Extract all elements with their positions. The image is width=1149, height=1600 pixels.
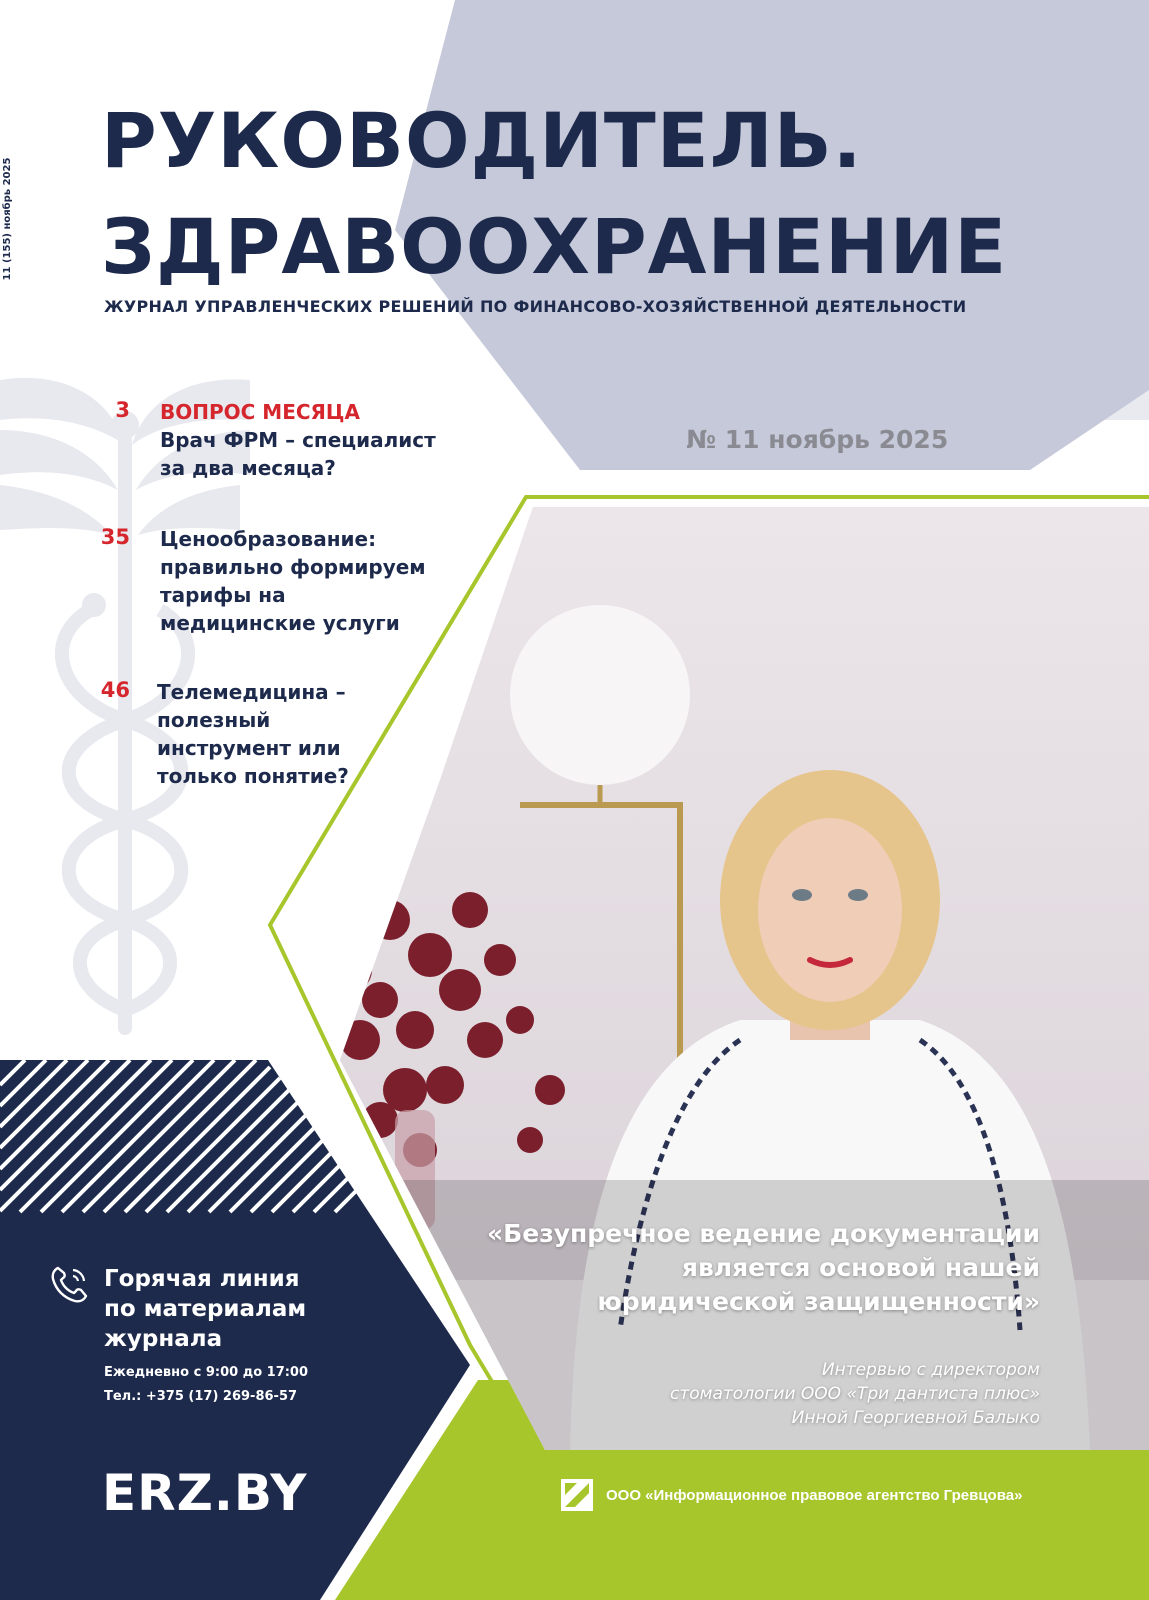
lamp-globe <box>510 605 690 785</box>
hotline-hours: Ежедневно с 9:00 до 17:00 <box>104 1365 309 1380</box>
quote-line-1: «Безупречное ведение документации <box>487 1219 1040 1248</box>
title-line-1: РУКОВОДИТЕЛЬ. <box>101 96 863 185</box>
phone-icon <box>48 1262 92 1306</box>
hotline-title <box>104 1264 374 1354</box>
hotline-phone[interactable]: Тел.: +375 (17) 269-86-57 <box>104 1389 298 1404</box>
toc-body <box>160 525 430 637</box>
spine-text: 11 (155) ноябрь 2025 <box>2 157 13 281</box>
toc-title: Телемедицина – полезный инструмент или только понятие? <box>157 680 349 788</box>
publisher-name: ООО «Информационное правовое агентство Гревцова» <box>606 1487 1023 1504</box>
caption-line-3: Инной Георгиевной Балыко <box>791 1408 1040 1428</box>
hotline-title-line-1: Горячая линия <box>104 1266 300 1292</box>
toc-title: Ценообразование: правильно формируем тарифы на медицинские услуги <box>160 527 426 635</box>
title-line-2: ЗДРАВООХРАНЕНИЕ <box>101 202 1008 291</box>
publisher-logo-icon <box>561 1479 593 1511</box>
website-link[interactable]: ERZ.BY <box>102 1464 308 1522</box>
snake-head-shape <box>82 593 106 617</box>
toc-rubric: ВОПРОС МЕСЯЦА <box>160 400 360 424</box>
caption-line-2: стоматологии ООО «Три дантиста плюс» <box>670 1384 1040 1404</box>
toc-page-number: 46 <box>100 678 130 702</box>
magazine-subtitle: ЖУРНАЛ УПРАВЛЕНЧЕСКИХ РЕШЕНИЙ ПО ФИНАНСОВО-ХОЗЯЙСТВЕННОЙ ДЕЯТЕЛЬНОСТИ <box>104 297 967 316</box>
toc-title: Врач ФРМ – специалист за два месяца? <box>160 428 436 480</box>
toc-body <box>157 678 407 790</box>
toc-page-number: 35 <box>100 525 130 549</box>
toc-body <box>160 398 460 482</box>
quote-line-3: юридической защищенности» <box>597 1287 1040 1316</box>
toc-page-number: 3 <box>115 398 130 422</box>
face <box>758 818 902 1002</box>
hotline-title-line-2: по материалам <box>104 1296 307 1322</box>
cover-quote <box>430 1217 1040 1319</box>
hotline-title-line-3: журнала <box>104 1326 223 1352</box>
caption-line-1: Интервью с директором <box>821 1360 1040 1380</box>
magazine-title <box>101 88 1061 300</box>
interview-caption <box>540 1358 1040 1430</box>
quote-line-2: является основой нашей <box>681 1253 1040 1282</box>
issue-number: № 11 ноябрь 2025 <box>686 425 949 454</box>
